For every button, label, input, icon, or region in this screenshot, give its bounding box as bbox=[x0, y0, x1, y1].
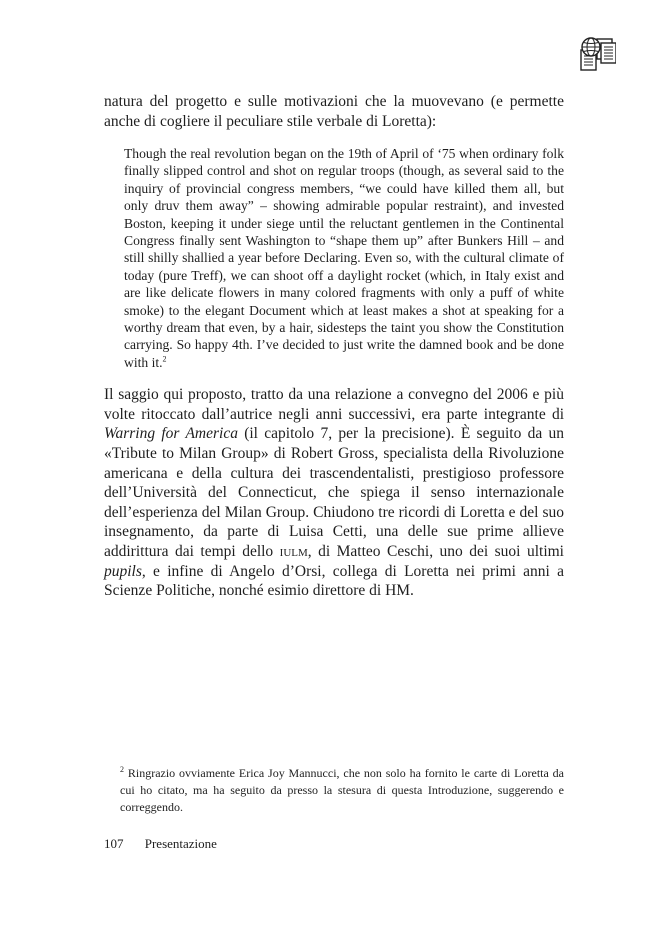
footnote-number: 2 bbox=[120, 765, 124, 774]
footnote-reference: 2 bbox=[162, 354, 167, 364]
intro-paragraph: natura del progetto e sulle motivazioni che la muovevano (e permette anche di cogliere il peculiare stile verbale di Loretta): bbox=[104, 93, 564, 130]
footnote-text: Ringrazio ovviamente Erica Joy Mannucci, che non solo ha fornito le carte di Loretta da cui ho citato, ma ha seguito da presso la stesura di questa Introduzione, suggerendo e correggendo. bbox=[120, 766, 564, 814]
main-paragraph-part4: , e infine di Angelo d’Orsi, collega di Loretta nei primi anni a Scienze Politiche, nonché esimio direttore di HM. bbox=[104, 562, 564, 600]
pupils-word: pupils bbox=[104, 562, 142, 580]
running-footer bbox=[104, 836, 217, 852]
page-number: 107 bbox=[104, 836, 124, 851]
book-title: Warring for America bbox=[104, 425, 238, 443]
acronym-iulm: iulm bbox=[279, 543, 308, 561]
block-quote-text: Though the real revolution began on the 19th of April of ‘75 when ordinary folk finally slipped control and shot on regular troops (though, as several said to the inquiry of provincial congress members, “we could have killed them all, but only druv them away” – showing admirable popular restraint), and invested Boston, keeping it under siege until the reluctant gentlemen in the Continental Congress finally sent Washington to “shape them up” after Bunkers Hill – and still shilly shallied a year before Declaring. Even so, with the cultural climate of today (pure Treff), we can shoot off a daylight rocket (which, in Italy exist and are like delicate flowers in many colored fragments with only a puff of white smoke) to the elegant Document which at least makes a shot at speaking for a worthy dream that even, by a hair, sidesteps the taint you show the Constitution carrying. So happy 4th. I’ve decided to just write the damned book and be done with it. bbox=[124, 146, 564, 370]
main-paragraph-part3: , di Matteo Ceschi, uno dei suoi ultimi bbox=[307, 543, 564, 561]
main-paragraph bbox=[104, 385, 564, 601]
block-quote bbox=[124, 145, 564, 371]
page-body bbox=[104, 92, 564, 601]
globe-documents-icon bbox=[578, 36, 616, 72]
footnote bbox=[120, 765, 564, 816]
main-paragraph-part2: (il capitolo 7, per la precisione). È seguito da un «Tribute to Milan Group» di Robert Gross, specialista della Rivoluzione americana e della cultura dei trascendentalisti, prestigioso professore dell’Università del Connecticut, che spiega il senso internazionale dell’esperienza del Milan Group. Chiudono tre ricordi di Loretta e del suo insegnamento, da parte di Luisa Cetti, una delle sue prime allieve addirittura dai tempi dello bbox=[104, 425, 564, 561]
main-paragraph-part1: Il saggio qui proposto, tratto da una relazione a convegno del 2006 e più volte ritoccato dall’autrice negli anni successivi, era parte integrante di bbox=[104, 386, 564, 423]
running-footer-section: Presentazione bbox=[144, 836, 217, 851]
